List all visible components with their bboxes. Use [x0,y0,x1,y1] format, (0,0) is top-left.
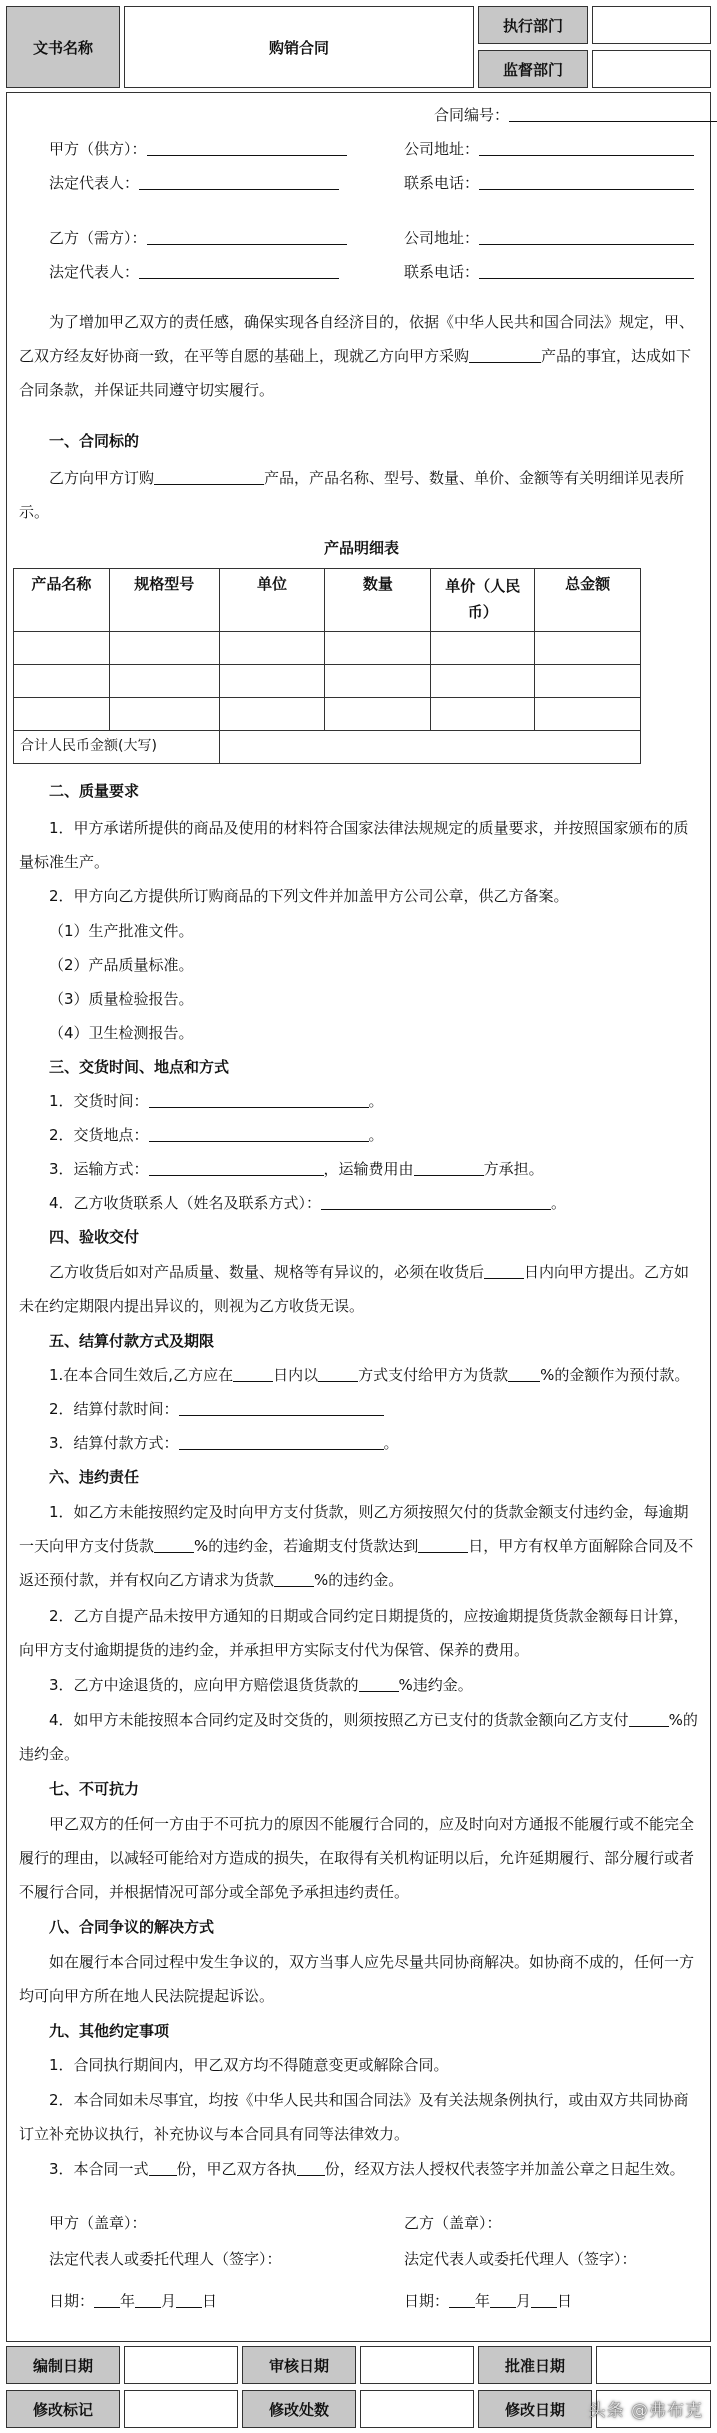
col-unit-price: 单价（人民币） [431,569,535,632]
date-label: 日期： [49,2292,95,2310]
s5-item3 [49,1433,399,1453]
s2-sub2: （2）产品质量标准。 [49,956,194,974]
s2-sub1: （1）生产批准文件。 [49,922,194,940]
partyB-name-blank[interactable] [147,229,347,245]
partyB-phone-row [404,262,694,282]
s5-item1 [49,1365,689,1385]
month-label: 月 [516,2292,532,2310]
partyB-address-label: 公司地址： [404,229,480,247]
table-row [14,665,641,698]
s1-paragraph [19,461,699,529]
revision-place-label: 修改处数 [242,2390,356,2428]
s2-sub3: （3）质量检验报告。 [49,990,194,1008]
day-blank[interactable] [531,2292,557,2308]
s6-item1 [19,1495,699,1597]
s9-item3-c: 份，经双方法人授权代表签字并加盖公章之日起生效。 [324,2160,685,2178]
partyA-phone-row [404,173,694,193]
prepay-percent-blank[interactable] [508,1366,540,1382]
s3-item3-mid: ，运输费用由 [323,1160,414,1178]
date-label: 日期： [404,2292,450,2310]
s1-text-a: 乙方向甲方订购 [49,469,155,487]
product-table-title: 产品明细表 [324,539,400,557]
col-unit: 单位 [219,569,325,632]
s2-item2: 2．甲方向乙方提供所订购商品的下列文件并加盖甲方公司公章，供乙方备案。 [49,887,569,905]
s9-item3 [49,2159,685,2179]
partyB-row [49,228,347,248]
partyB-rep-blank[interactable] [139,263,339,279]
s6-item1-b: %的违约金，若逾期支付货款达到 [194,1537,419,1555]
table-cell[interactable] [325,665,431,698]
s2-sub4: （4）卫生检测报告。 [49,1024,194,1042]
period: 。 [368,1126,384,1144]
total-value[interactable] [219,731,640,764]
partyB-address-blank[interactable] [479,229,694,245]
year-label: 年 [120,2292,136,2310]
day-label: 日 [557,2292,573,2310]
partyA-rep-label: 法定代表人： [49,174,140,192]
each-copies-blank[interactable] [297,2160,325,2176]
table-cell[interactable] [535,632,641,665]
s7-paragraph: 甲乙双方的任何一方由于不可抗力的原因不能履行合同的，应及时向对方通报不能履行或不能完全履行的理由，以减轻可能给对方造成的损失，在取得有关机构证明以后，允许延期履行、部分履行或者不履行合同，并根据情况可部分或全部免予承担违约责任。 [19,1815,695,1901]
prepay-days-blank[interactable] [233,1366,273,1382]
s4-paragraph [19,1255,699,1323]
revision-mark-label: 修改标记 [6,2390,120,2428]
partyA-date-row [49,2291,217,2311]
table-cell[interactable] [535,698,641,731]
partyA-address-row [404,139,694,159]
partyA-phone-label: 联系电话： [404,174,480,192]
doc-name-label: 文书名称 [6,6,120,88]
partyB-address-row [404,228,694,248]
s5-item1-b: 日内以 [273,1366,319,1384]
s6-item1-c: 日，甲方有权单方面解除合同及不返还预付款，并有权向乙方请求为货款 [19,1537,694,1589]
s5-item1-d: %的金额作为预付款。 [540,1366,690,1384]
table-row [14,632,641,665]
approve-date-value[interactable] [596,2346,711,2384]
s2-title: 二、质量要求 [49,782,140,800]
partyA-name-blank[interactable] [147,140,347,156]
day-label: 日 [202,2292,218,2310]
month-blank[interactable] [490,2292,516,2308]
table-cell[interactable] [14,632,110,665]
s3-item4 [49,1193,566,1213]
inspection-days-blank[interactable] [484,1263,524,1279]
compile-date-value[interactable] [124,2346,238,2384]
partyB-rep-row [49,262,339,282]
table-cell[interactable] [431,698,535,731]
s6-title: 六、违约责任 [49,1468,140,1486]
daily-penalty-blank[interactable] [154,1537,194,1553]
compile-date-label: 编制日期 [6,2346,120,2384]
intro-product-blank[interactable] [469,347,541,363]
contract-no-blank[interactable] [509,106,717,122]
s4-text-b: 日内向甲方提出。乙方如未在约定期限内提出异议的，则视为乙方收货无误。 [19,1263,690,1315]
s5-title: 五、结算付款方式及期限 [49,1332,215,1350]
table-cell[interactable] [219,632,325,665]
month-blank[interactable] [135,2292,161,2308]
s5-item3-label: 3．结算付款方式： [49,1434,179,1452]
s2-item1: 1．甲方承诺所提供的商品及使用的材料符合国家法律法规规定的质量要求，并按照国家颁布的质量标准生产。 [19,819,689,871]
transport-blank[interactable] [149,1160,324,1176]
delivery-time-blank[interactable] [149,1092,369,1108]
partyB-label: 乙方（需方）： [49,229,147,247]
s3-item3 [49,1159,544,1179]
contact-blank[interactable] [321,1194,551,1210]
table-cell[interactable] [535,665,641,698]
contract-body [6,92,711,2342]
table-total-row [14,731,641,764]
partyA-rep-sign: 法定代表人或委托代理人（签字）： [49,2250,282,2268]
s9-title: 九、其他约定事项 [49,2022,170,2040]
period: 。 [368,1092,384,1110]
table-cell[interactable] [219,698,325,731]
approve-date-label: 批准日期 [478,2346,592,2384]
intro-paragraph [19,305,699,407]
table-cell[interactable] [109,698,219,731]
table-cell[interactable] [14,698,110,731]
s1-title: 一、合同标的 [49,432,140,450]
supervise-dept-value[interactable] [592,50,711,88]
s5-item1-c: 方式支付给甲方为货款 [358,1366,509,1384]
s5-item2-label: 2．结算付款时间： [49,1400,179,1418]
partyB-rep-label: 法定代表人： [49,263,140,281]
table-row [14,698,641,731]
partyA-rep-blank[interactable] [139,174,339,190]
table-cell[interactable] [325,698,431,731]
intro-text-a: 为了增加甲乙双方的责任感，确保实现各自经济目的，依据《中华人民共和国合同法》规定，甲、乙双方经友好协商一致，在平等自愿的基础上，现就乙方向甲方采购 [19,313,695,365]
s6-item3-a: 3．乙方中途退货的，应向甲方赔偿退货货款的 [49,1676,359,1694]
s3-title: 三、交货时间、地点和方式 [49,1058,230,1076]
product-table-header [14,569,641,632]
s6-item4-a: 4．如甲方未能按照本合同约定及时交货的，则须按照乙方已支付的货款金额向乙方支付 [49,1711,629,1729]
review-date-label: 审核日期 [242,2346,356,2384]
s3-item2 [49,1125,384,1145]
year-blank[interactable] [94,2292,120,2308]
year-label: 年 [475,2292,491,2310]
s8-paragraph: 如在履行本合同过程中发生争议的，双方当事人应先尽量共同协商解决。如协商不成的，任何一方均可向甲方所在地人民法院提起诉讼。 [19,1953,695,2005]
partyA-row [49,139,347,159]
partyA-label: 甲方（供方）： [49,140,147,158]
review-date-value[interactable] [360,2346,474,2384]
s6-item1-d: %的违约金。 [314,1571,404,1589]
product-table [13,568,641,764]
s9-item2: 2．本合同如未尽事宜，均按《中华人民共和国合同法》及有关法规条例执行，或由双方共同协商订立补充协议执行，补充协议与本合同具有同等法律效力。 [19,2091,689,2143]
s3-item1 [49,1091,384,1111]
revision-mark-value[interactable] [124,2390,238,2428]
s8-title: 八、合同争议的解决方式 [49,1918,215,1936]
table-cell[interactable] [431,632,535,665]
period: 。 [383,1434,399,1452]
month-label: 月 [161,2292,177,2310]
header-table [6,6,711,88]
s5-item1-a: 1.在本合同生效后,乙方应在 [49,1366,234,1384]
watermark: 头条 @弗布克 [588,2401,703,2421]
s6-item4 [19,1703,699,1771]
table-cell[interactable] [14,665,110,698]
terminate-penalty-blank[interactable] [274,1571,314,1587]
day-blank[interactable] [176,2292,202,2308]
copies-blank[interactable] [149,2160,177,2176]
s6-item4-b: %的违约金。 [19,1711,698,1763]
s6-item1-a: 1．如乙方未能按照约定及时向甲方支付货款，则乙方须按照欠付的货款金额支付违约金，每逾期一天向甲方支付货款 [19,1503,689,1555]
col-qty: 数量 [325,569,431,632]
s1-text-b: 产品，产品名称、型号、数量、单价、金额等有关明细详见表所示。 [19,469,685,521]
return-penalty-blank[interactable] [359,1676,399,1692]
s6-item3-b: %违约金。 [398,1676,473,1694]
partyB-phone-label: 联系电话： [404,263,480,281]
partyA-seal: 甲方（盖章）： [49,2214,147,2232]
payment-time-blank[interactable] [179,1400,384,1416]
s5-item2 [49,1399,384,1419]
col-product-name: 产品名称 [14,569,110,632]
s3-item4-label: 4．乙方收货联系人（姓名及联系方式）： [49,1194,322,1212]
s4-text-a: 乙方收货后如对产品质量、数量、规格等有异议的，必须在收货后 [49,1263,485,1281]
s3-item3-label: 3．运输方式： [49,1160,149,1178]
freight-party-blank[interactable] [414,1160,484,1176]
payment-method-blank[interactable] [179,1434,384,1450]
year-blank[interactable] [449,2292,475,2308]
table-cell[interactable] [219,665,325,698]
partyA-rep-row [49,173,339,193]
doc-title: 购销合同 [124,6,474,88]
delivery-place-blank[interactable] [149,1126,369,1142]
s3-item3-end: 方承担。 [483,1160,544,1178]
s9-item3-a: 3．本合同一式 [49,2160,149,2178]
table-cell[interactable] [325,632,431,665]
contract-no-row [434,105,717,125]
intro-text-b: 产品的事宜，达成如下合同条款，并保证共同遵守切实履行。 [19,347,692,399]
s1-product-blank[interactable] [154,469,264,485]
prepay-method-blank[interactable] [318,1366,358,1382]
table-cell[interactable] [431,665,535,698]
revision-place-value[interactable] [360,2390,474,2428]
partyA-address-label: 公司地址： [404,140,480,158]
s4-title: 四、验收交付 [49,1228,140,1246]
s7-title: 七、不可抗力 [49,1780,140,1798]
s6-item3 [49,1675,473,1695]
total-label: 合计人民币金额(大写) [14,731,220,764]
col-total: 总金额 [535,569,641,632]
partyB-phone-blank[interactable] [479,263,694,279]
period: 。 [551,1194,567,1212]
overdue-days-blank[interactable] [418,1537,468,1553]
exec-dept-value[interactable] [592,6,711,44]
s9-item1: 1．合同执行期间内，甲乙双方均不得随意变更或解除合同。 [49,2056,449,2074]
col-spec: 规格型号 [109,569,219,632]
s6-item2: 2．乙方自提产品未按甲方通知的日期或合同约定日期提货的，应按逾期提货货款金额每日计算，向甲方支付逾期提货的违约金，并承担甲方实际支付代为保管、保养的费用。 [19,1607,689,1659]
s3-item2-label: 2．交货地点： [49,1126,149,1144]
partyB-date-row [404,2291,572,2311]
s3-item1-label: 1．交货时间： [49,1092,149,1110]
partyB-rep-sign: 法定代表人或委托代理人（签字）： [404,2250,637,2268]
partyB-seal: 乙方（盖章）： [404,2214,502,2232]
contract-no-label: 合同编号： [434,106,510,124]
partyA-phone-blank[interactable] [479,174,694,190]
supervise-dept-label: 监督部门 [478,50,588,88]
s9-item3-b: 份，甲乙双方各执 [176,2160,297,2178]
partyA-address-blank[interactable] [479,140,694,156]
revision-date-label: 修改日期 [478,2390,592,2428]
table-cell[interactable] [109,632,219,665]
table-cell[interactable] [109,665,219,698]
late-delivery-penalty-blank[interactable] [629,1711,669,1727]
exec-dept-label: 执行部门 [478,6,588,44]
